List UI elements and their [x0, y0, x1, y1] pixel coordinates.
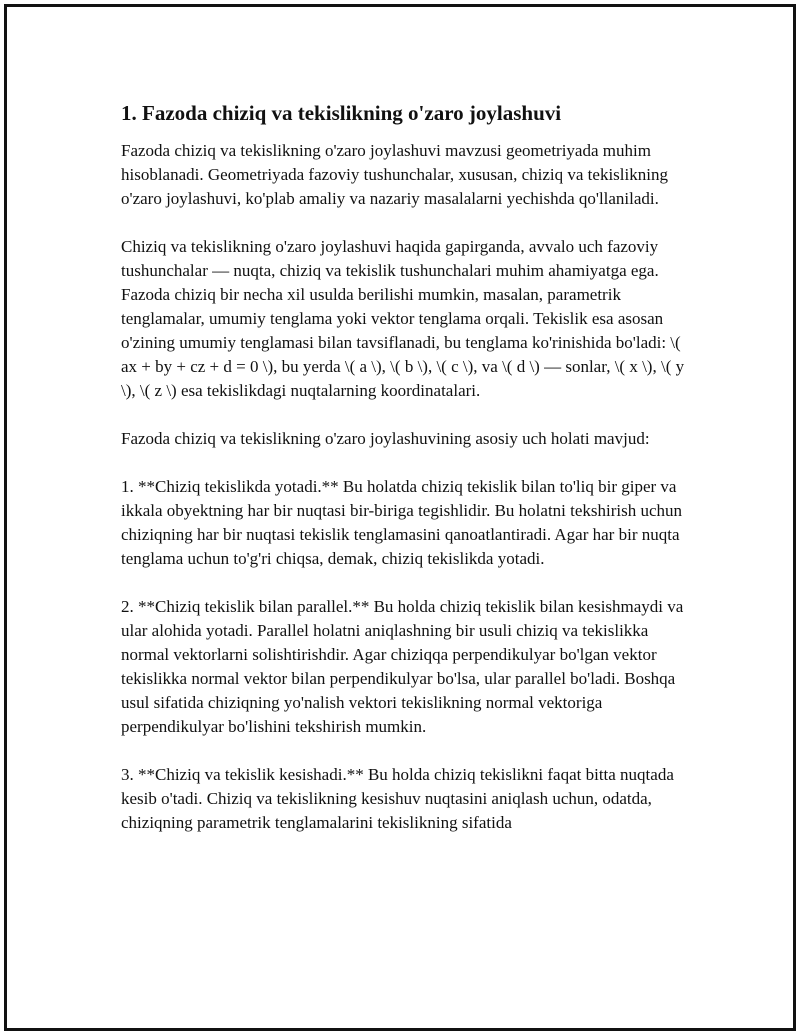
page-frame [4, 4, 796, 1031]
paragraph-concepts: Chiziq va tekislikning o'zaro joylashuvi haqida gapirganda, avvalo uch fazoviy tushunchalar — nuqta, chiziq va tekislik tushunchalari muhim ahamiyatga ega. Fazoda chiziq bir necha xil usulda berilishi mumkin, masalan, parametrik tenglamalar, umumiy tenglama yoki vektor tenglama orqali. Tekislik esa asosan o'zining umumiy tenglamasi bilan tavsiflanadi, bu tenglama ko'rinishida bo'ladi: \( ax + by + cz + d = 0 \), bu yerda \( a \), \( b \), \( c \), va \( d \) — sonlar, \( x \), \( y \), \( z \) esa tekislikdagi nuqtalarning koordinatalari. [121, 237, 685, 400]
paragraph-intro: Fazoda chiziq va tekislikning o'zaro joylashuvi mavzusi geometriyada muhim hisoblanadi. Geometriyada fazoviy tushunchalar, xususan, chiziq va tekislikning o'zaro joylashuvi, ko'plab amaliy va nazariy masalalarni yechishda qo'llaniladi. [121, 141, 668, 208]
paragraph-case-2: 2. **Chiziq tekislik bilan parallel.** Bu holda chiziq tekislik bilan kesishmaydi va ular alohida yotadi. Parallel holatni aniqlashning bir usuli chiziq va tekislikka normal vektorlarni solishtirishdir. Agar chiziqqa perpendikulyar bo'lgan vektor tekislikka normal vektor bilan perpendikulyar bo'lsa, ular parallel bo'ladi. Boshqa usul sifatida chiziqning yo'nalish vektori tekislikning normal vektoriga perpendikulyar bo'lishini tekshirish mumkin. [121, 597, 684, 736]
document-body [121, 99, 693, 859]
document-title: 1. Fazoda chiziq va tekislikning o'zaro joylashuvi [121, 101, 562, 125]
paragraph-cases-intro: Fazoda chiziq va tekislikning o'zaro joylashuvining asosiy uch holati mavjud: [121, 429, 650, 448]
paragraph-case-3: 3. **Chiziq va tekislik kesishadi.** Bu holda chiziq tekislikni faqat bitta nuqtada kesib o'tadi. Chiziq va tekislikning kesishuv nuqtasini aniqlash uchun, odatda, chiziqning parametrik tenglamalarini tekislikning sifatida [121, 765, 674, 832]
paragraph-case-1: 1. **Chiziq tekislikda yotadi.** Bu holatda chiziq tekislik bilan to'liq bir giper va ikkala obyektning har bir nuqtasi bir-biriga tegishlidir. Bu holatni tekshirish uchun chiziqning har bir nuqtasi tekislik tenglamasini qanoatlantiradi. Agar har bir nuqta tenglama uchun to'g'ri chiqsa, demak, chiziq tekislikda yotadi. [121, 477, 683, 568]
